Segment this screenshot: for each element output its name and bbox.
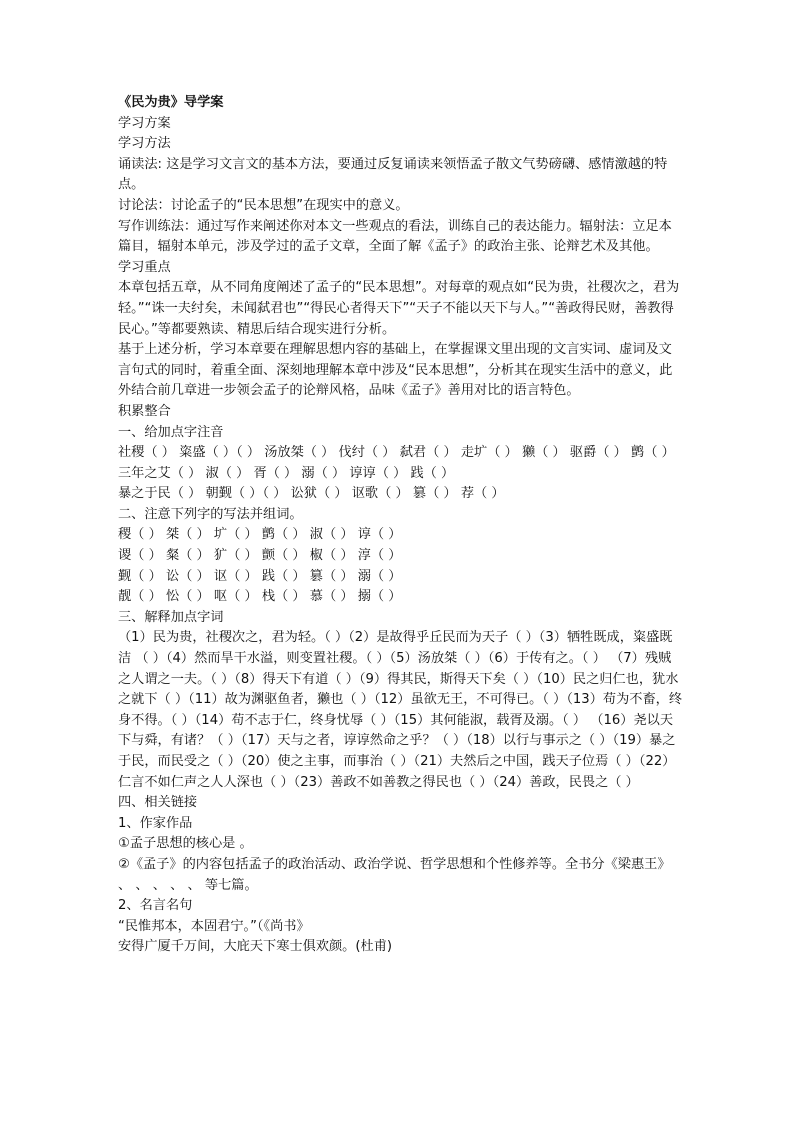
section-heading: 二、注意下列字的写法并组词。 bbox=[118, 506, 303, 522]
section-heading: 一、给加点字注音 bbox=[118, 424, 224, 440]
exercise-paragraph: （1）民为贵，社稷次之，君为轻。（ ）（2）是故得乎丘民而为天子（ ）（3）牺牲既成，粢盛既洁 （ ）（4）然而旱干水溢，则变置社稷。（ ）（5）汤放桀（ ）（6）于传有之。（ ） （7）残贼之人谓之一夫。（ ）（8）得天下有道（ ）（9）得其民，斯得天下矣（ ）（10）民之归仁也，犹水之就下（ ）（11）故为渊驱鱼者，獭也（ ）（12）虽欲无王，不可得已。（ ）（13）苟为不畜，终身不得。（ ）（14）苟不志于仁，终身忧辱（ ）（15）其何能淑，载胥及溺。（ ） （16）尧以天下与舜，有诸？（ ）（17）天与之者，谆谆然命之乎？（ ）（18）以行与事示之（ ）（19）暴之于民，而民受之（ ）（20）使之主事，而事治（ ）（21）夫然后之中国，践天子位焉（ ）（22）仁言不如仁声之人人深也（ ）（23）善政不如善教之得民也（ ）（24）善政，民畏之（ ） bbox=[118, 630, 683, 790]
exercise-line: 暴之于民（ ） 朝觐（ ）（ ） 讼狱（ ） 讴歌（ ） 篡（ ） 荐（ ） bbox=[118, 486, 505, 502]
document-title: 《民为贵》导学案 bbox=[118, 95, 224, 110]
paragraph: ①孟子思想的核心是 。 bbox=[118, 836, 253, 852]
exercise-line: 稷（ ） 桀（ ） 圹（ ） 鹯（ ） 淑（ ） 谆（ ） bbox=[118, 527, 402, 543]
sub-heading: 1、作家作品 bbox=[118, 815, 193, 831]
section-heading: 积累整合 bbox=[118, 403, 171, 419]
section-heading: 学习方案 bbox=[118, 115, 171, 131]
section-heading: 四、相关链接 bbox=[118, 795, 198, 811]
exercise-line: 觐（ ） 讼（ ） 讴（ ） 践（ ） 篡（ ） 溺（ ） bbox=[118, 568, 402, 584]
quote-line: 安得广厦千万间，大庇天下寒士俱欢颜。(杜甫) bbox=[118, 939, 393, 955]
paragraph: 写作训练法：通过写作来阐述你对本文一些观点的看法，训练自己的表达能力。辐射法：立足本篇目，辐射本单元，涉及学过的孟子文章，全面了解《孟子》的政治主张、论辩艺术及其他。 bbox=[118, 218, 672, 255]
section-heading: 学习重点 bbox=[118, 259, 171, 275]
section-heading: 学习方法 bbox=[118, 136, 171, 152]
sub-heading: 2、名言名句 bbox=[118, 898, 193, 914]
section-heading: 三、解释加点字词 bbox=[118, 609, 224, 625]
exercise-line: 社稷（ ） 粢盛（ ）（ ） 汤放桀（ ） 伐纣（ ） 弑君（ ） 走圹（ ） 獭（ ） 驱爵（ ） 鹯（ ） 三年之艾（ ） 淑（ ） 胥（ ） 溺（ ） 谆谆（ ） 践（ ） bbox=[118, 445, 675, 481]
paragraph: 讨论法：讨论孟子的“民本思想”在现实中的意义。 bbox=[118, 197, 409, 213]
paragraph: ②《孟子》的内容包括孟子的政治活动、政治学说、哲学思想和个性修养等。全书分《梁惠王》 、 、 、 、 、 等七篇。 bbox=[118, 856, 671, 893]
quote-line: “民惟邦本，本固君宁。”（《尚书》 bbox=[118, 918, 310, 934]
exercise-line: 靓（ ） 忪（ ） 呕（ ） 栈（ ） 慕（ ） 搦（ ） bbox=[118, 589, 402, 605]
document-page bbox=[118, 93, 684, 958]
paragraph: 基于上述分析，学习本章要在理解思想内容的基础上，在掌握课文里出现的文言实词、虚词及文言句式的同时，着重全面、深刻地理解本章中涉及“民本思想”，分析其在现实生活中的意义，此外结合前几章进一步领会孟子的论辩风格，品味《孟子》善用对比的语言特色。 bbox=[118, 342, 673, 399]
exercise-line: 谡（ ） 粲（ ） 犷（ ） 颤（ ） 椒（ ） 淳（ ） bbox=[118, 548, 402, 564]
paragraph: 本章包括五章，从不同角度阐述了孟子的“民本思想”。对每章的观点如“民为贵，社稷次之，君为轻。”“诛一夫纣矣，未闻弑君也”“得民心者得天下”“天子不能以天下与人。”“善政得民财，善教得民心。”等都要熟读、精思后结合现实进行分析。 bbox=[118, 280, 680, 337]
paragraph: 诵读法: 这是学习文言文的基本方法，要通过反复诵读来领悟孟子散文气势磅礴、感情激越的特点。 bbox=[118, 156, 668, 193]
